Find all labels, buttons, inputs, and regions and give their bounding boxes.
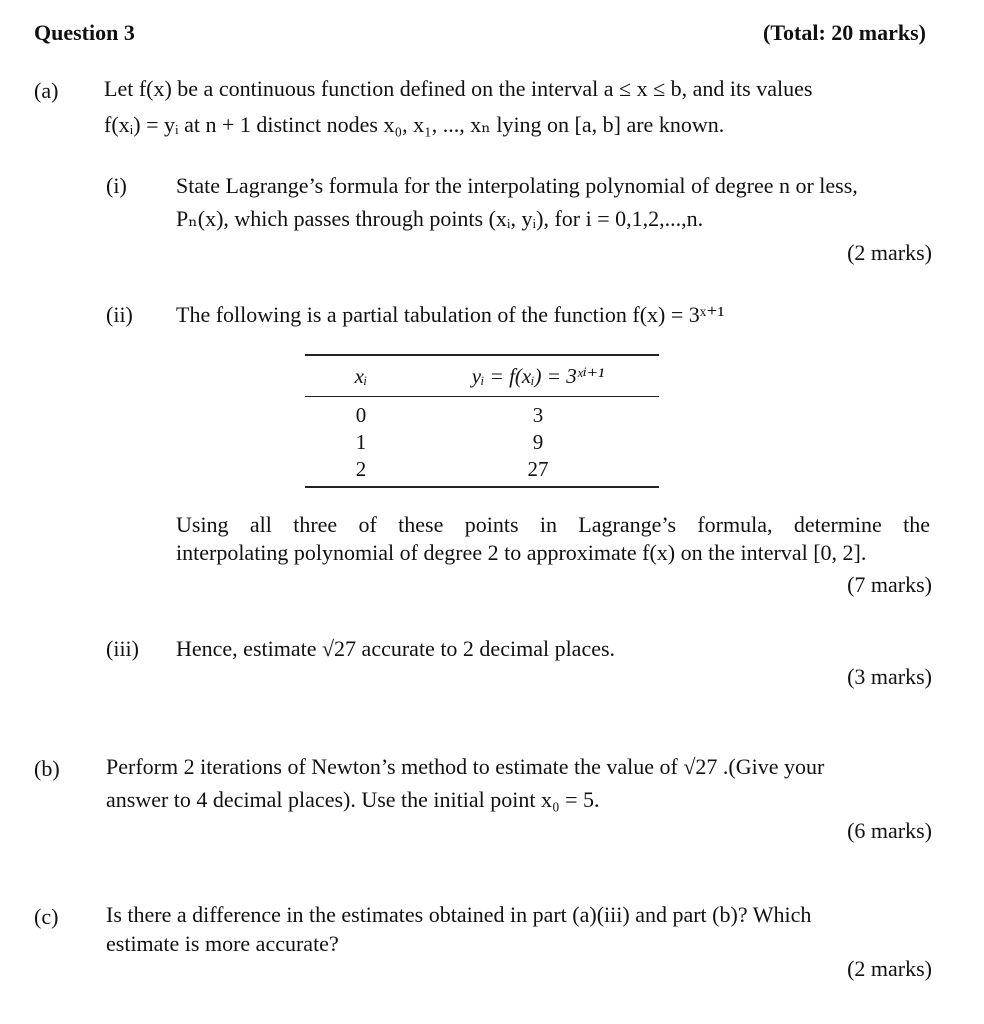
part-a-i-line1: State Lagrange’s formula for the interpolating polynomial of degree n or less, — [176, 173, 858, 198]
table-cell: 2 — [355, 456, 367, 481]
part-a-iii-label: (iii) — [106, 636, 139, 661]
table-cell: 1 — [355, 429, 367, 454]
part-b-line2: answer to 4 decimal places). Use the initial point x₀ = 5. — [106, 787, 600, 812]
tabulation-table — [305, 354, 659, 488]
table-cell: 27 — [527, 456, 549, 481]
table-cell: 0 — [355, 402, 367, 427]
total-marks: (Total: 20 marks) — [763, 20, 926, 45]
part-c-line2: estimate is more accurate? — [106, 931, 339, 956]
part-c-label: (c) — [34, 904, 59, 929]
table-row — [305, 397, 659, 429]
part-a-iii-marks: (3 marks) — [847, 664, 932, 689]
part-a-iii-line1: Hence, estimate √27 accurate to 2 decimal places. — [176, 636, 616, 661]
part-a-line1: Let f(x) be a continuous function defined on the interval a ≤ x ≤ b, and its values — [104, 76, 813, 101]
part-b-marks: (6 marks) — [847, 818, 932, 843]
table-header-row — [305, 355, 659, 397]
table-cell: 9 — [532, 429, 544, 454]
table-header-x: xᵢ — [305, 355, 417, 397]
part-a-i-label: (i) — [106, 173, 127, 198]
part-a-i-line2: Pₙ(x), which passes through points (xᵢ, yᵢ), for i = 0,1,2,...,n. — [176, 206, 704, 231]
part-a-i-marks: (2 marks) — [847, 240, 932, 265]
table-cell: 3 — [532, 402, 544, 427]
table-header-y: yᵢ = f(xᵢ) = 3ˣⁱ⁺¹ — [417, 355, 659, 397]
part-c-line1: Is there a difference in the estimates obtained in part (a)(iii) and part (b)? Which — [106, 902, 812, 927]
part-a-line2: f(xᵢ) = yᵢ at n + 1 distinct nodes x₀, x₁, ..., xₙ lying on [a, b] are known. — [104, 112, 725, 137]
part-a-ii-line1: The following is a partial tabulation of the function f(x) = 3ˣ⁺¹ — [176, 302, 725, 327]
table-row — [305, 428, 659, 455]
part-a-ii-marks: (7 marks) — [847, 572, 932, 597]
part-a-ii-line3: interpolating polynomial of degree 2 to approximate f(x) on the interval [0, 2]. — [176, 540, 867, 565]
part-b-line1: Perform 2 iterations of Newton’s method to estimate the value of √27 .(Give your — [106, 754, 825, 779]
part-b-label: (b) — [34, 756, 60, 781]
question-title: Question 3 — [34, 20, 135, 45]
part-c-marks: (2 marks) — [847, 956, 932, 981]
part-a-label: (a) — [34, 78, 59, 103]
part-a-ii-label: (ii) — [106, 302, 133, 327]
table-row — [305, 455, 659, 487]
part-a-ii-line2: Using all three of these points in Lagrange’s formula, determine the — [176, 512, 930, 537]
